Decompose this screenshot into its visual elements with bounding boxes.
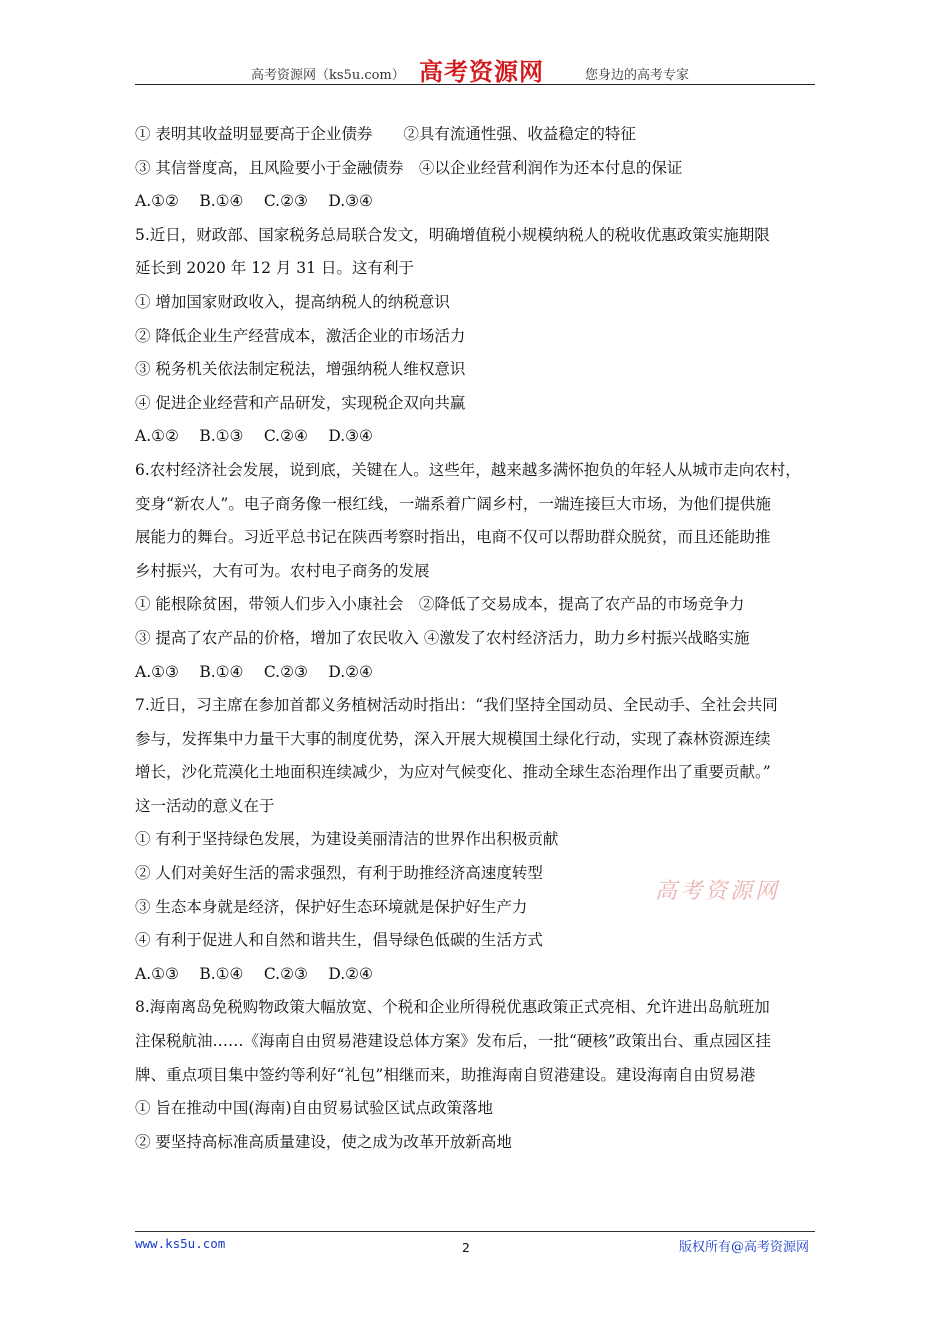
text-line: ③ 生态本身就是经济，保护好生态环境就是保护好生产力 bbox=[135, 897, 528, 916]
header-site: 高考资源网（ks5u.com） bbox=[251, 68, 405, 83]
header-logo: 高考资源网 bbox=[419, 57, 544, 86]
footer-url[interactable]: www.ks5u.com bbox=[135, 1236, 226, 1251]
page-footer bbox=[135, 1231, 815, 1256]
text-line: 增长，沙化荒漠化土地面积连续减少，为应对气候变化、推动全球生态治理作出了重要贡献。” bbox=[135, 763, 771, 782]
text-line: 7.近日，习主席在参加首都义务植树活动时指出：“我们坚持全国动员、全民动手、全社会共同 bbox=[135, 696, 778, 715]
text-line: ① 旨在推动中国(海南)自由贸易试验区试点政策落地 bbox=[135, 1099, 494, 1118]
text-line: ④ 有利于促进人和自然和谐共生，倡导绿色低碳的生活方式 bbox=[135, 931, 543, 950]
text-line: ③ 提高了农产品的价格，增加了农民收入 ④激发了农村经济活力，助力乡村振兴战略实施 bbox=[135, 628, 750, 647]
text-line: 5.近日，财政部、国家税务总局联合发文，明确增值税小规模纳税人的税收优惠政策实施期限 bbox=[135, 225, 770, 244]
text-line: ③ 其信誉度高，且风险要小于金融债券 ④以企业经营利润作为还本付息的保证 bbox=[135, 158, 683, 177]
text-line: A.①② B.①③ C.②④ D.③④ bbox=[135, 427, 373, 446]
page-number: 2 bbox=[462, 1240, 470, 1255]
watermark: 高考资源网 bbox=[655, 879, 781, 904]
footer-copyright: 版权所有@高考资源网 bbox=[678, 1240, 809, 1255]
text-line: 牌、重点项目集中签约等利好“礼包”相继而来，助推海南自贸港建设。建设海南自由贸易港 bbox=[135, 1065, 756, 1084]
page-header bbox=[135, 58, 815, 85]
text-line: A.①③ B.①④ C.②③ D.②④ bbox=[135, 662, 373, 681]
text-line: ① 能根除贫困，带领人们步入小康社会 ②降低了交易成本，提高了农产品的市场竞争力 bbox=[135, 595, 745, 614]
text-line: ③ 税务机关依法制定税法，增强纳税人维权意识 bbox=[135, 360, 466, 379]
text-line: A.①② B.①④ C.②③ D.③④ bbox=[135, 192, 373, 211]
text-line: ② 降低企业生产经营成本，激活企业的市场活力 bbox=[135, 326, 466, 345]
text-line: ④ 促进企业经营和产品研发，实现税企双向共赢 bbox=[135, 393, 466, 412]
text-line: ① 增加国家财政收入，提高纳税人的纳税意识 bbox=[135, 292, 450, 311]
text-line: A.①③ B.①④ C.②③ D.②④ bbox=[135, 964, 373, 983]
text-line: ② 人们对美好生活的需求强烈，有利于助推经济高速度转型 bbox=[135, 864, 543, 883]
text-line: ① 有利于坚持绿色发展，为建设美丽清洁的世界作出积极贡献 bbox=[135, 830, 559, 849]
text-line: 延长到 2020 年 12 月 31 日。这有利于 bbox=[135, 259, 414, 278]
text-line: 6.农村经济社会发展，说到底，关键在人。这些年，越来越多满怀抱负的年轻人从城市走向农村， bbox=[135, 460, 801, 479]
text-line: ① 表明其收益明显要高于企业债券 ②具有流通性强、收益稳定的特征 bbox=[135, 125, 636, 143]
header-tagline: 您身边的高考专家 bbox=[585, 68, 690, 83]
text-line: 这一活动的意义在于 bbox=[135, 796, 275, 815]
text-line: 乡村振兴，大有可为。农村电子商务的发展 bbox=[135, 561, 430, 580]
document-body bbox=[135, 118, 820, 1159]
text-line: 注保税航油……《海南自由贸易港建设总体方案》发布后，一批“硬核”政策出台、重点园区挂 bbox=[135, 1032, 771, 1051]
text-line: 变身“新农人”。电子商务像一根红线，一端系着广阔乡村，一端连接巨大市场，为他们提供施 bbox=[135, 494, 771, 513]
text-line: 8.海南离岛免税购物政策大幅放宽、个税和企业所得税优惠政策正式亮相、允许进出岛航班加 bbox=[135, 998, 770, 1017]
text-line: ② 要坚持高标准高质量建设，使之成为改革开放新高地 bbox=[135, 1132, 512, 1151]
text-line: 展能力的舞台。习近平总书记在陕西考察时指出，电商不仅可以帮助群众脱贫，而且还能助推 bbox=[135, 528, 771, 547]
text-line: 参与，发挥集中力量干大事的制度优势，深入开展大规模国土绿化行动，实现了森林资源连续 bbox=[135, 729, 771, 748]
